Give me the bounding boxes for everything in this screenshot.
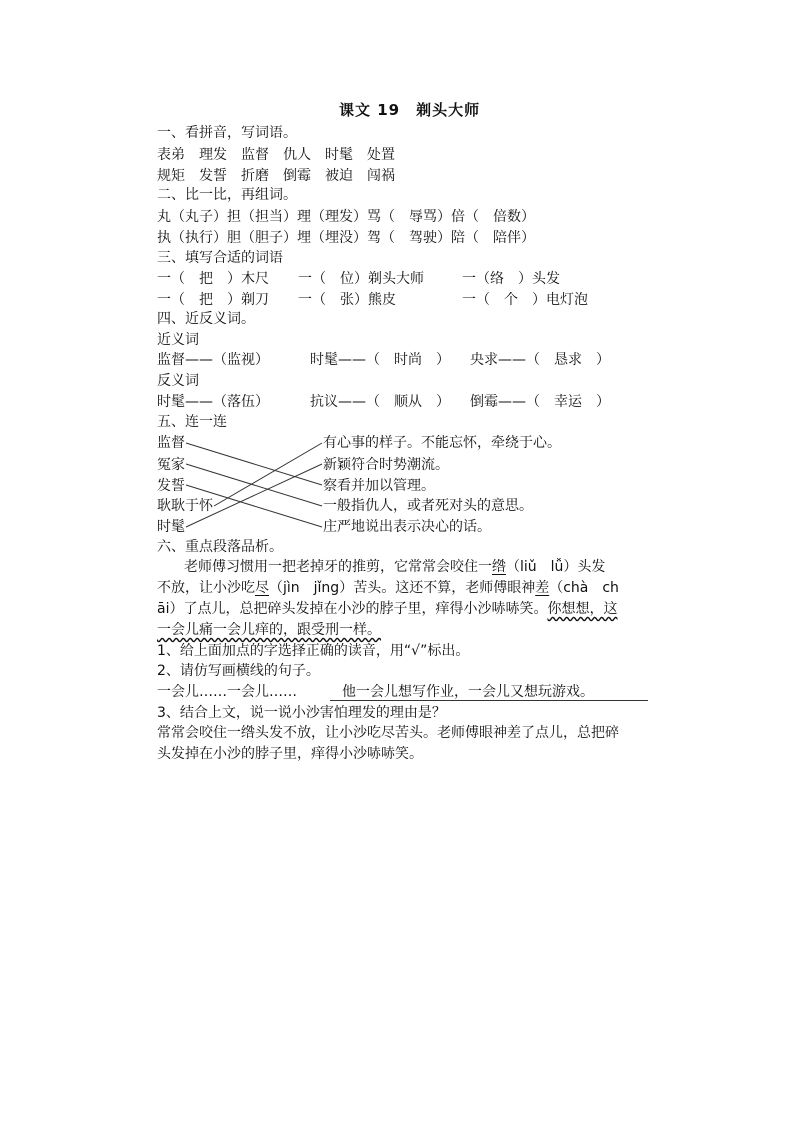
synonym-label: 近义词 [157, 332, 199, 348]
dotted-char: 差 [535, 580, 550, 596]
measure-word-item: 一（ 张）熊皮 [298, 292, 396, 308]
passage-line-2: 不放，让小沙吃尽（jìn jǐng）苦头。这还不算，老师傅眼神差（chà ch [157, 580, 619, 596]
antonym-pair: 倒霉——（ 幸运 ） [470, 394, 610, 410]
question-3: 3、结合上文，说一说小沙害怕理发的理由是？ [157, 705, 446, 721]
antonym-pair: 时髦——（落伍） [157, 394, 269, 410]
synonym-pair: 央求——（ 恳求 ） [470, 352, 610, 368]
underlined-sentence: 一会儿痛一会儿痒的，跟受刑一样。 [157, 622, 381, 638]
question-2-prompt: 一会儿……一会儿…… [157, 684, 297, 700]
antonym-pair: 抗议——（ 顺从 ） [310, 394, 450, 410]
section-2-row-2: 执（执行）胆（胆子）埋（埋没）驾（ 驾驶）陪（ 陪伴） [157, 230, 535, 246]
page-title: 课文 19 剃头大师 [339, 101, 481, 119]
match-line [214, 443, 322, 506]
measure-word-item: 一（ 把 ）剃刀 [157, 292, 269, 308]
match-line [186, 485, 322, 527]
answer-3-line-2: 头发掉在小沙的脖子里，痒得小沙哧哧笑。 [157, 746, 423, 762]
match-left-term: 发誓 [157, 478, 185, 494]
match-left-term: 冤家 [157, 457, 185, 473]
synonym-pair: 时髦——（ 时尚 ） [310, 352, 450, 368]
match-line [186, 464, 322, 527]
match-left-term: 监督 [157, 435, 185, 451]
passage-line-3: āi）了点儿，总把碎头发掉在小沙的脖子里，痒得小沙哧哧笑。你想想，这 [157, 601, 618, 617]
dotted-char: 绺 [492, 559, 506, 575]
underlined-sentence: 你想想，这 [547, 601, 618, 617]
question-1: 1、给上面加点的字选择正确的读音，用“√”标出。 [157, 643, 470, 659]
measure-word-item: 一（ 把 ）木尺 [157, 271, 269, 287]
match-left-term: 时髦 [157, 519, 185, 535]
synonym-pair: 监督——（监视） [157, 352, 269, 368]
match-line [186, 443, 322, 485]
section-2-row-1: 丸（丸子）担（担当）理（理发）骂（ 辱骂）倍（ 倍数） [157, 209, 535, 225]
measure-word-item: 一（ 个 ）电灯泡 [462, 292, 588, 308]
section-3-heading: 三、填写合适的词语 [157, 250, 283, 266]
match-right-definition: 庄严地说出表示决心的话。 [323, 519, 491, 535]
passage-line-4 [157, 621, 381, 639]
section-1-row-2: 规矩 发誓 折磨 倒霉 被迫 闯祸 [157, 168, 395, 184]
section-1-row-1: 表弟 理发 监督 仇人 时髦 处置 [157, 147, 395, 163]
antonym-label: 反义词 [157, 373, 199, 389]
answer-underline [330, 700, 648, 701]
match-line [186, 464, 322, 506]
section-4-heading: 四、近反义词。 [157, 311, 255, 327]
section-2-heading: 二、比一比，再组词。 [157, 187, 297, 203]
match-left-term: 耿耿于怀 [157, 498, 213, 514]
match-right-definition: 新颖符合时势潮流。 [323, 457, 449, 473]
question-2: 2、请仿写画横线的句子。 [157, 663, 320, 679]
section-6-heading: 六、重点段落品析。 [157, 539, 283, 555]
match-right-definition: 一般指仇人，或者死对头的意思。 [323, 498, 533, 514]
match-right-definition: 有心事的样子。不能忘怀，牵绕于心。 [323, 435, 561, 451]
measure-word-item: 一（络 ）头发 [462, 271, 560, 287]
answer-3-line-1: 常常会咬住一绺头发不放，让小沙吃尽苦头。老师傅眼神差了点儿，总把碎 [157, 725, 619, 741]
passage-line-1: 老师傅习惯用一把老掉牙的推剪，它常常会咬住一绺（liǔ lǚ）头发 [184, 559, 606, 575]
dotted-char: 尽 [255, 580, 269, 596]
section-1-heading: 一、看拼音，写词语。 [157, 125, 297, 141]
match-right-definition: 察看并加以管理。 [323, 478, 435, 494]
section-5-heading: 五、连一连 [157, 414, 227, 430]
question-2-answer: 他一会儿想写作业，一会儿又想玩游戏。 [342, 684, 594, 700]
measure-word-item: 一（ 位）剃头大师 [298, 271, 424, 287]
